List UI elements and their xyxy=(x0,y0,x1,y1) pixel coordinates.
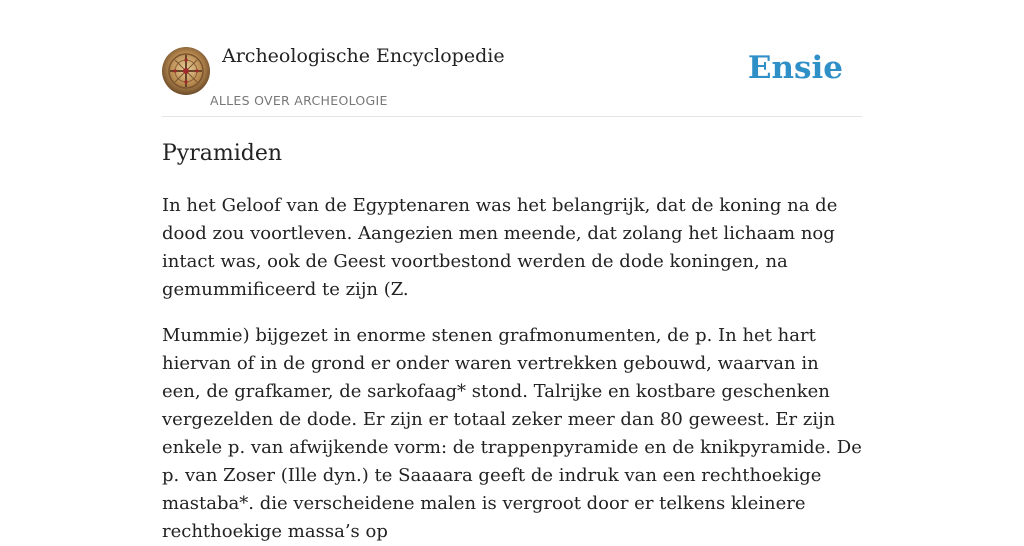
article-paragraph: In het Geloof van de Egyptenaren was het belangrijk, dat de koning na de dood zou voortleven. Aangezien men meende, dat zolang het lichaam nog intact was, ook de Geest voortbestond werden de dode koningen, na gemummificeerd te zijn (Z. xyxy=(162,195,838,300)
site-header xyxy=(162,0,862,117)
site-tagline: ALLES OVER ARCHEOLOGIE xyxy=(210,93,388,108)
site-title[interactable]: Archeologische Encyclopedie xyxy=(222,45,505,67)
ensie-brand-link[interactable]: Ensie xyxy=(747,50,843,86)
article-content xyxy=(162,138,862,546)
article-title: Pyramiden xyxy=(162,141,283,166)
site-logo-icon[interactable] xyxy=(162,47,210,95)
archaeology-artifact-logo-icon xyxy=(162,47,210,95)
article-paragraph: Mummie) bijgezet in enorme stenen grafmonumenten, de p. In het hart hiervan of in de grond er onder waren vertrekken gebouwd, waarvan in een, de grafkamer, de sarkofaag* stond. Talrijke en kostbare geschenken vergezelden de dode. Er zijn er totaal zeker meer dan 80 geweest. Er zijn enkele p. van afwijkende vorm: de trappenpyramide en de knikpyramide. De p. van Zoser (Ille dyn.) te Saaaara geeft de indruk van een rechthoekige mastaba*. die verscheidene malen is vergroot door er telkens kleinere rechthoekige massa’s op xyxy=(162,325,862,542)
